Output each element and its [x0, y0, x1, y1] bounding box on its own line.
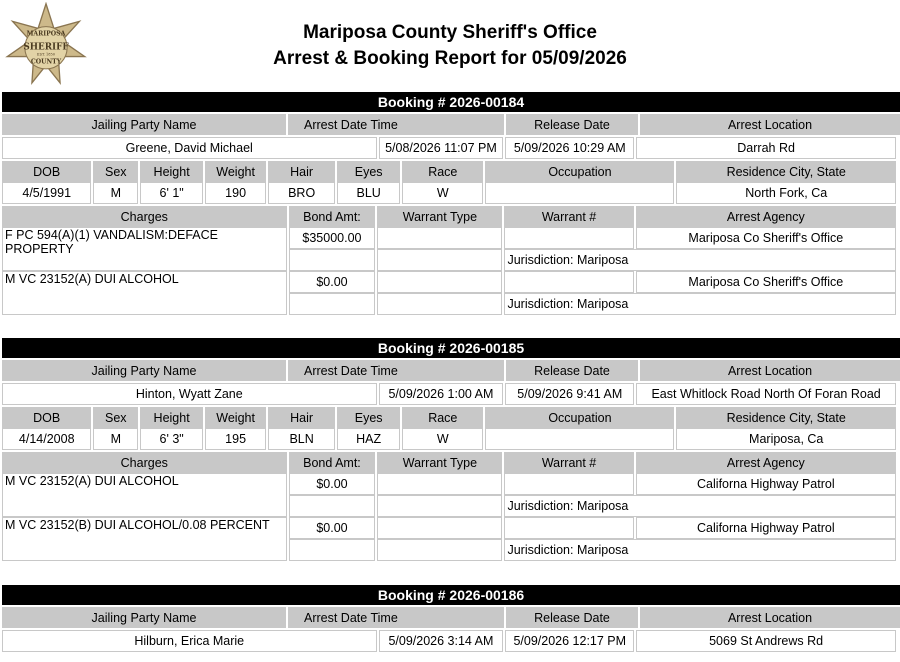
dob-value: 4/5/1991 [2, 182, 91, 204]
occupation-value [485, 182, 674, 204]
label-jailing-party: Jailing Party Name [2, 607, 286, 628]
blank-cell [377, 539, 502, 561]
bond-amount: $0.00 [289, 473, 376, 495]
hair-value: BLN [268, 428, 335, 450]
arrest-location: 5069 St Andrews Rd [636, 630, 896, 652]
blank-cell [289, 495, 376, 517]
blank-cell [377, 249, 502, 271]
label-arrest-location: Arrest Location [640, 607, 900, 628]
label-release-date: Release Date [506, 360, 638, 381]
weight-value: 190 [205, 182, 266, 204]
blank-cell [289, 539, 376, 561]
warrant-type-value [377, 473, 502, 495]
label-occupation: Occupation [485, 161, 674, 182]
blank-cell [377, 495, 502, 517]
badge-text-bottom: COUNTY [30, 58, 62, 66]
label-warrant-type: Warrant Type [377, 452, 502, 473]
occupation-value [485, 428, 674, 450]
label-charges: Charges [2, 206, 287, 227]
badge-text-main: SHERIFF [23, 42, 69, 53]
label-dob: DOB [2, 161, 91, 182]
arrest-date-time: 5/09/2026 1:00 AM [379, 383, 504, 405]
weight-value: 195 [205, 428, 266, 450]
label-residence: Residence City, State [676, 161, 896, 182]
label-dob: DOB [2, 407, 91, 428]
release-date: 5/09/2026 10:29 AM [505, 137, 634, 159]
arrest-date-time: 5/09/2026 3:14 AM [379, 630, 504, 652]
label-hair: Hair [268, 161, 335, 182]
hair-value: BRO [268, 182, 335, 204]
sex-value: M [93, 182, 138, 204]
sex-value: M [93, 428, 138, 450]
arrest-agency-value: Mariposa Co Sheriff's Office [636, 227, 896, 249]
label-residence: Residence City, State [676, 407, 896, 428]
warrant-number-value [504, 473, 633, 495]
race-value: W [402, 182, 483, 204]
height-value: 6' 1" [140, 182, 203, 204]
booking-number: Booking # 2026-00185 [2, 338, 900, 358]
charge-description: F PC 594(A)(1) VANDALISM:DEFACE PROPERTY [2, 227, 287, 271]
label-weight: Weight [205, 161, 266, 182]
label-warrant-number: Warrant # [504, 206, 633, 227]
booking-section [0, 92, 898, 315]
warrant-number-value [504, 227, 633, 249]
warrant-type-value [377, 271, 502, 293]
jailing-party-name: Hilburn, Erica Marie [2, 630, 377, 652]
blank-cell [289, 293, 376, 315]
arrest-location: East Whitlock Road North Of Foran Road [636, 383, 896, 405]
eyes-value: HAZ [337, 428, 400, 450]
jurisdiction-value: Jurisdiction: Mariposa [504, 293, 896, 315]
jailing-party-name: Greene, David Michael [2, 137, 377, 159]
label-warrant-type: Warrant Type [377, 206, 502, 227]
warrant-number-value [504, 271, 633, 293]
bond-amount: $35000.00 [289, 227, 376, 249]
release-date: 5/09/2026 9:41 AM [505, 383, 634, 405]
label-release-date: Release Date [506, 114, 638, 135]
label-bond: Bond Amt: [289, 452, 376, 473]
jurisdiction-value: Jurisdiction: Mariposa [504, 539, 896, 561]
label-warrant-number: Warrant # [504, 452, 633, 473]
race-value: W [402, 428, 483, 450]
bond-amount: $0.00 [289, 517, 376, 539]
label-height: Height [140, 161, 203, 182]
report-subtitle: Arrest & Booking Report for 05/09/2026 [273, 48, 627, 69]
label-eyes: Eyes [337, 407, 400, 428]
arrest-agency-value: Californa Highway Patrol [636, 517, 896, 539]
jailing-party-name: Hinton, Wyatt Zane [2, 383, 377, 405]
label-arrest-date: Arrest Date Time [288, 607, 504, 628]
label-weight: Weight [205, 407, 266, 428]
badge-text-est: EST. 1850 [37, 52, 55, 57]
label-arrest-date: Arrest Date Time [288, 114, 504, 135]
report-header [0, 0, 900, 90]
label-arrest-location: Arrest Location [640, 360, 900, 381]
arrest-agency-value: Mariposa Co Sheriff's Office [636, 271, 896, 293]
label-bond: Bond Amt: [289, 206, 376, 227]
label-release-date: Release Date [506, 607, 638, 628]
blank-cell [289, 249, 376, 271]
label-hair: Hair [268, 407, 335, 428]
arrest-location: Darrah Rd [636, 137, 896, 159]
booking-number: Booking # 2026-00186 [2, 585, 900, 605]
label-sex: Sex [93, 407, 138, 428]
sheriff-badge-icon [2, 2, 90, 90]
label-arrest-agency: Arrest Agency [636, 452, 896, 473]
badge-text-top: MARIPOSA [26, 30, 66, 38]
height-value: 6' 3" [140, 428, 203, 450]
label-occupation: Occupation [485, 407, 674, 428]
dob-value: 4/14/2008 [2, 428, 91, 450]
booking-section [0, 585, 898, 652]
release-date: 5/09/2026 12:17 PM [505, 630, 634, 652]
booking-section [0, 338, 898, 561]
label-arrest-date: Arrest Date Time [288, 360, 504, 381]
jurisdiction-value: Jurisdiction: Mariposa [504, 249, 896, 271]
jurisdiction-value: Jurisdiction: Mariposa [504, 495, 896, 517]
label-arrest-location: Arrest Location [640, 114, 900, 135]
residence-value: Mariposa, Ca [676, 428, 896, 450]
bond-amount: $0.00 [289, 271, 376, 293]
warrant-number-value [504, 517, 633, 539]
label-eyes: Eyes [337, 161, 400, 182]
arrest-agency-value: Californa Highway Patrol [636, 473, 896, 495]
eyes-value: BLU [337, 182, 400, 204]
booking-number: Booking # 2026-00184 [2, 92, 900, 112]
label-sex: Sex [93, 161, 138, 182]
charge-description: M VC 23152(A) DUI ALCOHOL [2, 473, 287, 517]
charge-description: M VC 23152(B) DUI ALCOHOL/0.08 PERCENT [2, 517, 287, 561]
residence-value: North Fork, Ca [676, 182, 896, 204]
warrant-type-value [377, 517, 502, 539]
blank-cell [377, 293, 502, 315]
charge-description: M VC 23152(A) DUI ALCOHOL [2, 271, 287, 315]
report-title: Mariposa County Sheriff's Office [303, 22, 597, 43]
warrant-type-value [377, 227, 502, 249]
label-race: Race [402, 407, 483, 428]
label-race: Race [402, 161, 483, 182]
label-height: Height [140, 407, 203, 428]
label-arrest-agency: Arrest Agency [636, 206, 896, 227]
label-jailing-party: Jailing Party Name [2, 360, 286, 381]
arrest-date-time: 5/08/2026 11:07 PM [379, 137, 504, 159]
label-charges: Charges [2, 452, 287, 473]
label-jailing-party: Jailing Party Name [2, 114, 286, 135]
